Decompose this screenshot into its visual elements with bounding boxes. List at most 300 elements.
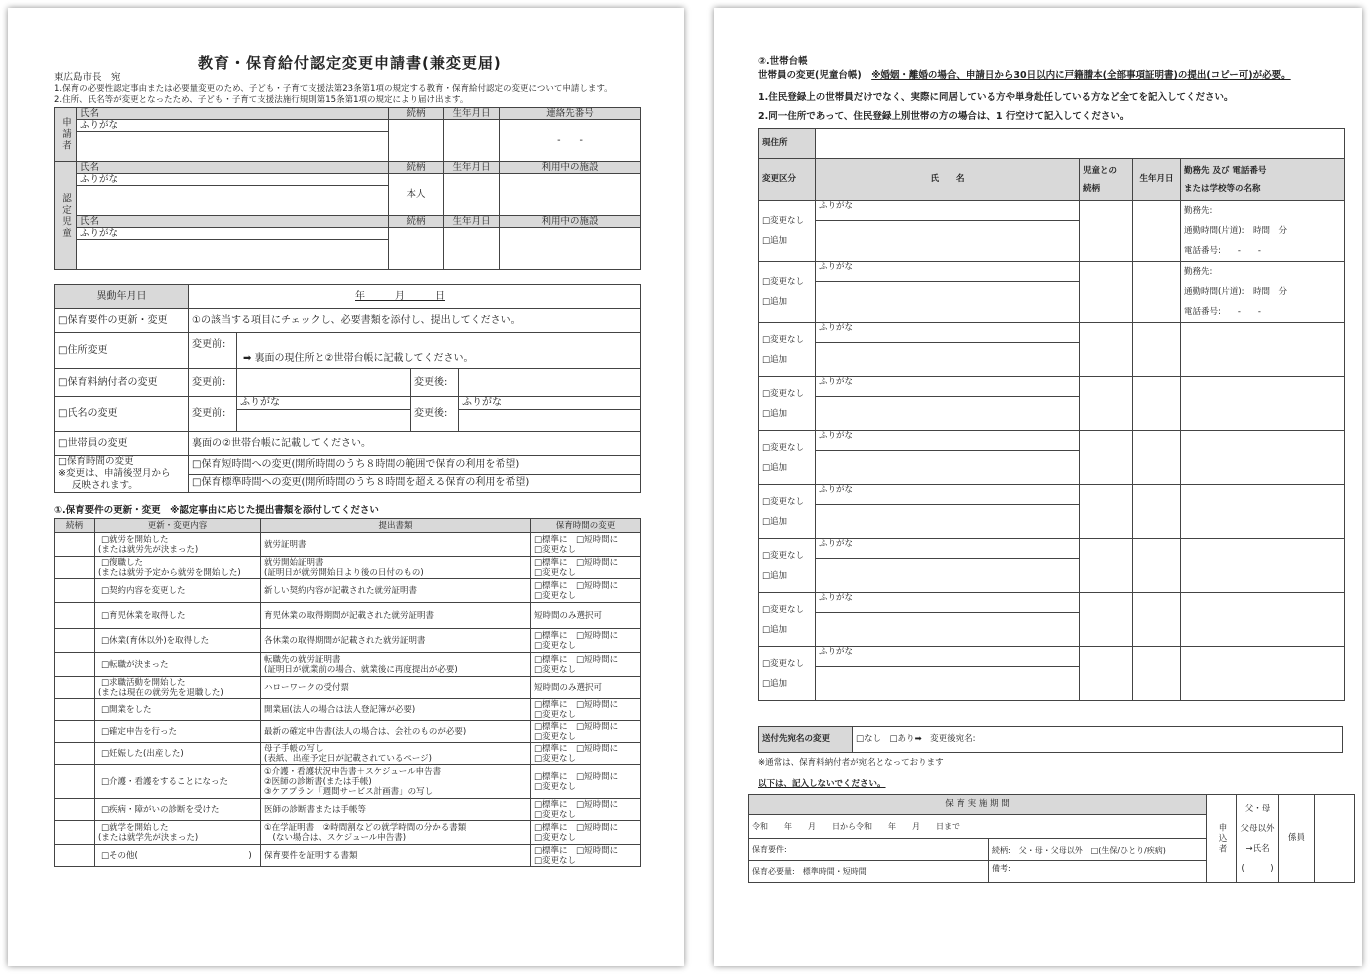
hours-std-short-checkbox[interactable]: □標準に □短時間に (534, 630, 619, 641)
req-hours-cell[interactable] (531, 721, 641, 743)
office-staff-field (1315, 795, 1355, 883)
req-hours-cell[interactable] (531, 579, 641, 603)
applicant-relation-header: 続柄 (389, 108, 444, 120)
req-docs-cell (261, 579, 531, 603)
req-hours-cell[interactable] (531, 743, 641, 765)
member-birth-field[interactable] (1133, 323, 1181, 377)
household-table (758, 128, 1345, 701)
member-relation-field[interactable] (1080, 377, 1133, 431)
add-checkbox[interactable]: □追加 (762, 297, 788, 307)
no-change-checkbox[interactable]: □変更なし (762, 388, 805, 399)
req-content-checkbox[interactable]: □契約内容を変更した (101, 585, 186, 596)
req-relation-field[interactable] (55, 603, 95, 629)
hours-no-change-checkbox[interactable]: □変更なし (534, 753, 577, 764)
req-content-checkbox[interactable]: □復職した (101, 557, 144, 568)
applicant-furigana-field[interactable]: ふりがな (77, 120, 389, 132)
req-docs-cell (261, 677, 531, 699)
child2-facility-header: 利用中の施設 (500, 216, 641, 228)
req-content-checkbox[interactable]: □その他( ) (101, 850, 252, 861)
intro-line-2: 2.住所、氏名等が変更となったため、子ども・子育て支援法施行規則第15条第1項の規定により届け出ます。 (54, 95, 469, 105)
req-content-checkbox[interactable]: □就学を開始した (101, 822, 169, 833)
member-furigana-field[interactable]: ふりがな (816, 485, 1080, 505)
office-relation: 続柄: 父・母・父母以外 □(生保/ひとり/疾病) (989, 839, 1207, 861)
hours-std-short-checkbox[interactable]: □標準に □短時間に (534, 799, 619, 810)
applicant-contact-header: 連絡先番号 (500, 108, 641, 120)
req-hours-cell[interactable] (531, 821, 641, 845)
req-hours-cell[interactable] (531, 603, 641, 629)
household-kubun-cell[interactable] (759, 431, 816, 485)
name-after-field[interactable] (459, 410, 641, 432)
applicant-child-table (54, 107, 641, 270)
member-work-field[interactable] (1181, 539, 1345, 593)
req-content-cell[interactable] (95, 629, 261, 653)
member-birth-field[interactable] (1133, 262, 1181, 323)
requirement-row (55, 799, 641, 821)
hours-no-change-checkbox[interactable]: □変更なし (534, 731, 577, 742)
add-checkbox[interactable]: □追加 (762, 516, 788, 527)
hours-no-change-checkbox[interactable]: □変更なし (534, 855, 577, 866)
household-kubun-cell[interactable] (759, 201, 816, 262)
req-content-checkbox[interactable]: □疾病・障がいの診断を受けた (101, 804, 220, 815)
no-change-checkbox[interactable]: □変更なし (762, 658, 805, 669)
member-birth-field[interactable] (1133, 539, 1181, 593)
member-birth-field[interactable] (1133, 647, 1181, 701)
req-doc-text: 新しい契約内容が記載された就労証明書 (264, 585, 418, 596)
req-content-cell[interactable] (95, 533, 261, 557)
requirement-section-heading: ①.保育要件の更新・変更 ※認定事由に応じた提出書類を添付してください (54, 505, 379, 516)
child1-birth-field[interactable] (444, 174, 500, 216)
req-content-cell[interactable] (95, 821, 261, 845)
req-relation-field[interactable] (55, 699, 95, 721)
req-hours-cell[interactable] (531, 699, 641, 721)
member-furigana-field[interactable]: ふりがな (816, 593, 1080, 613)
req-content-checkbox[interactable]: □妊娠した(出産した) (101, 748, 184, 759)
req-content-checkbox[interactable]: □休業(育休以外)を取得した (101, 635, 210, 646)
send-address-note: ※通常は、保育料納付者が宛名となっております (758, 758, 944, 768)
form-page-back (714, 8, 1362, 966)
household-row (759, 539, 1345, 559)
commute-label: 通勤時間(片道): 時間 分 (1184, 226, 1287, 236)
hours-std-short-checkbox[interactable]: □標準に □短時間に (534, 699, 619, 710)
no-change-checkbox[interactable]: □変更なし (762, 277, 805, 287)
req-content-checkbox[interactable]: □開業をした (101, 704, 152, 715)
name-change-checkbox[interactable]: □氏名の変更 (55, 397, 189, 432)
work-label: 勤務先: (1184, 267, 1213, 277)
requirement-row (55, 821, 641, 845)
req-relation-field[interactable] (55, 821, 95, 845)
req-doc-text: 保育要件を証明する書類 (264, 850, 358, 861)
member-work-field[interactable] (1181, 262, 1345, 323)
member-name-field[interactable] (816, 505, 1080, 539)
member-furigana-field[interactable]: ふりがな (816, 431, 1080, 451)
office-paren: ( ) (1241, 863, 1274, 874)
household-note-2: 1.住民登録上の世帯員だけでなく、実際に同居している方や単身赴任している方など全てを記入してください。 (758, 92, 1234, 103)
short-hours-option[interactable]: □保育短時間への変更(開所時間のうち８時間の範囲で保育の利用を希望) (189, 456, 641, 475)
req-hours-cell[interactable] (531, 557, 641, 579)
child2-birth-header: 生年月日 (444, 216, 500, 228)
hours-change-checkbox[interactable]: □保育時間の変更 (58, 456, 134, 467)
member-name-field[interactable] (816, 667, 1080, 701)
hours-no-change-checkbox[interactable]: □変更なし (534, 567, 577, 578)
child1-name-field[interactable] (77, 186, 389, 216)
req-docs-cell (261, 799, 531, 821)
req-hours-cell[interactable] (531, 653, 641, 677)
hours-std-short-checkbox[interactable]: □標準に □短時間に (534, 654, 619, 665)
requirement-row (55, 579, 641, 603)
hours-change-note: ※変更は、申請後翌月から (58, 468, 171, 479)
req-header-docs: 提出書類 (261, 519, 531, 533)
member-name-field[interactable] (816, 397, 1080, 431)
hh-header-kubun: 変更区分 (759, 159, 816, 201)
member-birth-field[interactable] (1133, 201, 1181, 262)
household-note-1a: 世帯員の変更(児童台帳) (758, 70, 872, 81)
hours-std-short-checkbox[interactable]: □標準に □短時間に (534, 822, 619, 833)
member-furigana-field[interactable]: ふりがな (816, 323, 1080, 343)
member-relation-field[interactable] (1080, 262, 1133, 323)
requirement-row (55, 743, 641, 765)
child1-furigana-field[interactable]: ふりがな (77, 174, 389, 186)
household-kubun-cell[interactable] (759, 647, 816, 701)
req-relation-field[interactable] (55, 799, 95, 821)
household-note-3: 2.同一住所であって、住民登録上別世帯の方の場合は、1 行空けて記入してください。 (758, 111, 1130, 122)
req-content-cell[interactable] (95, 677, 261, 699)
req-relation-field[interactable] (55, 765, 95, 799)
applicant-birth-header: 生年月日 (444, 108, 500, 120)
child1-relation-header: 続柄 (389, 162, 444, 174)
hh-header-name: 氏 名 (816, 159, 1080, 201)
member-relation-field[interactable] (1080, 539, 1133, 593)
member-work-field[interactable] (1181, 323, 1345, 377)
hours-std-short-checkbox[interactable]: □標準に □短時間に (534, 580, 619, 591)
requirement-change-instruction: ①の該当する項目にチェックし、必要書類を添付し、提出してください。 (189, 309, 641, 333)
form-page-front (8, 8, 684, 966)
current-address-field[interactable] (816, 129, 1345, 159)
name-before-field[interactable] (237, 410, 411, 432)
child1-birth-header: 生年月日 (444, 162, 500, 174)
req-hours-cell[interactable] (531, 845, 641, 867)
req-relation-field[interactable] (55, 579, 95, 603)
requirement-row (55, 603, 641, 629)
req-content-checkbox[interactable]: □介護・看護をすることになった (101, 776, 229, 787)
household-kubun-cell[interactable] (759, 323, 816, 377)
req-content-cell[interactable] (95, 557, 261, 579)
req-doc-text: (証明日が就業前の場合、就業後に再度提出が必要) (264, 664, 458, 675)
requirement-row (55, 699, 641, 721)
req-relation-field[interactable] (55, 743, 95, 765)
hours-std-short-checkbox[interactable]: □標準に □短時間に (534, 557, 619, 568)
child1-name-header: 氏名 (77, 162, 389, 174)
no-change-checkbox[interactable]: □変更なし (762, 604, 805, 615)
req-doc-text: (証明日が就労開始日より後の日付のもの) (264, 567, 424, 578)
req-content-checkbox[interactable]: □転職が決まった (101, 659, 169, 670)
name-before-furigana[interactable]: ふりがな (237, 397, 411, 410)
req-content-cell[interactable] (95, 699, 261, 721)
office-amount: 保育必要量: 標準時間・短時間 (749, 861, 989, 883)
household-row (759, 647, 1345, 667)
hours-change-label[interactable] (55, 456, 189, 493)
household-kubun-cell[interactable] (759, 377, 816, 431)
name-after-furigana[interactable]: ふりがな (459, 397, 641, 410)
member-name-field[interactable] (816, 451, 1080, 485)
change-date-label: 異動年月日 (55, 285, 189, 309)
member-name-field[interactable] (816, 613, 1080, 647)
req-content-cell[interactable] (95, 743, 261, 765)
member-name-field[interactable] (816, 559, 1080, 593)
member-furigana-field[interactable]: ふりがな (816, 647, 1080, 667)
office-other: 父母以外 (1240, 823, 1275, 834)
req-content-cell[interactable] (95, 721, 261, 743)
member-furigana-field[interactable]: ふりがな (816, 539, 1080, 559)
household-kubun-cell[interactable] (759, 593, 816, 647)
send-address-table (758, 726, 1343, 753)
payer-after-field[interactable] (459, 369, 641, 397)
requirement-row (55, 721, 641, 743)
member-name-field[interactable] (816, 221, 1080, 262)
current-address-label: 現住所 (759, 129, 816, 159)
address-before-label: 変更前: (189, 333, 237, 369)
child1-facility-field[interactable] (500, 174, 641, 216)
hh-header-relation-2: 続柄 (1083, 183, 1101, 194)
household-row (759, 377, 1345, 397)
office-parents: 父・母 (1244, 803, 1271, 814)
add-checkbox[interactable]: □追加 (762, 408, 788, 419)
change-date-field[interactable]: 年 月 日 (355, 290, 445, 302)
member-birth-field[interactable] (1133, 485, 1181, 539)
office-arrow-name: →氏名 (1245, 843, 1270, 854)
household-change-checkbox[interactable]: □世帯員の変更 (55, 432, 189, 456)
hours-std-short-checkbox[interactable]: □標準に □短時間に (534, 721, 619, 732)
hours-no-change-checkbox[interactable]: □変更なし (534, 781, 577, 792)
phone-label: 電話番号: - - (1184, 307, 1261, 317)
member-work-field[interactable] (1181, 377, 1345, 431)
member-name-field[interactable] (816, 343, 1080, 377)
child2-relation-field[interactable] (389, 228, 444, 270)
member-furigana-field[interactable]: ふりがな (816, 262, 1080, 282)
household-kubun-cell[interactable] (759, 485, 816, 539)
req-hours-cell[interactable] (531, 677, 641, 699)
hh-header-work-1: 勤務先 及び 電話番号 (1184, 165, 1267, 176)
hours-short-only-text: 短時間のみ選択可 (534, 610, 603, 621)
req-content-checkbox[interactable]: □確定申告を行った (101, 726, 178, 737)
requirement-row (55, 653, 641, 677)
office-applicant-label: 申込者 (1207, 795, 1237, 883)
req-relation-field[interactable] (55, 721, 95, 743)
req-hours-cell[interactable] (531, 533, 641, 557)
req-content-checkbox[interactable]: □求職活動を開始した (101, 677, 186, 688)
req-doc-text: 母子手帳の写し (264, 743, 324, 754)
req-docs-cell (261, 533, 531, 557)
req-doc-text: ②医師の診断書(または手帳) (264, 776, 372, 787)
hours-short-only-text: 短時間のみ選択可 (534, 682, 603, 693)
member-relation-field[interactable] (1080, 323, 1133, 377)
req-relation-field[interactable] (55, 845, 95, 867)
req-docs-cell (261, 765, 531, 799)
no-change-checkbox[interactable]: □変更なし (762, 550, 805, 561)
office-period-title: 保 育 実 施 期 間 (749, 795, 1207, 815)
hours-no-change-checkbox[interactable]: □変更なし (534, 590, 577, 601)
requirement-row (55, 557, 641, 579)
req-content-note: (または就労予定から就労を開始した) (98, 567, 241, 578)
req-doc-text: ①在学証明書 ②時間割などの就学時間の分かる書類 (264, 822, 467, 833)
applicant-relation-field[interactable] (389, 120, 444, 162)
office-use-note: 以下は、記入しないでください。 (758, 779, 886, 789)
phone-label: 電話番号: - - (1184, 246, 1261, 256)
req-doc-text: (表紙、出産予定日が記載されているページ) (264, 753, 432, 764)
member-work-field[interactable] (1181, 431, 1345, 485)
standard-hours-option[interactable]: □保育標準時間への変更(開所時間のうち８時間を超える保育の利用を希望) (189, 474, 641, 493)
req-hours-cell[interactable] (531, 765, 641, 799)
req-doc-text: 各休業の取得期間が記載された就労証明書 (264, 635, 426, 646)
addressee: 東広島市長 宛 (54, 72, 121, 83)
name-before-label: 変更前: (189, 397, 237, 432)
req-docs-cell (261, 721, 531, 743)
hours-no-change-checkbox[interactable]: □変更なし (534, 664, 577, 675)
req-doc-text: 転職先の就労証明書 (264, 654, 341, 665)
add-checkbox[interactable]: □追加 (762, 570, 788, 581)
req-relation-field[interactable] (55, 629, 95, 653)
req-docs-cell (261, 653, 531, 677)
req-docs-cell (261, 629, 531, 653)
hours-no-change-checkbox[interactable]: □変更なし (534, 709, 577, 720)
add-checkbox[interactable]: □追加 (762, 624, 788, 635)
member-relation-field[interactable] (1080, 201, 1133, 262)
hours-std-short-checkbox[interactable]: □標準に □短時間に (534, 743, 619, 754)
req-docs-cell (261, 603, 531, 629)
member-furigana-field[interactable]: ふりがな (816, 201, 1080, 221)
household-row (759, 323, 1345, 343)
office-requirement: 保育要件: (749, 839, 989, 861)
hours-std-short-checkbox[interactable]: □標準に □短時間に (534, 845, 619, 856)
applicant-phone-field[interactable]: - - (500, 120, 641, 162)
requirement-row (55, 677, 641, 699)
requirement-row (55, 845, 641, 867)
req-docs-cell (261, 845, 531, 867)
req-hours-cell[interactable] (531, 629, 641, 653)
req-hours-cell[interactable] (531, 799, 641, 821)
work-label: 勤務先: (1184, 206, 1213, 216)
member-relation-field[interactable] (1080, 485, 1133, 539)
child2-birth-field[interactable] (444, 228, 500, 270)
add-checkbox[interactable]: □追加 (762, 462, 788, 473)
household-row (759, 201, 1345, 221)
intro-line-1: 1.保育の必要性認定事由または必要量変更のため、子ども・子育て支援法第23条第1項の規定する教育・保育給付認定の変更について申請します。 (54, 84, 613, 94)
req-relation-field[interactable] (55, 677, 95, 699)
member-relation-field[interactable] (1080, 593, 1133, 647)
applicant-name-field[interactable] (77, 132, 389, 162)
req-content-checkbox[interactable]: □就労を開始した (101, 534, 169, 545)
req-doc-text: 就労証明書 (264, 539, 307, 550)
requirement-row (55, 629, 641, 653)
member-name-field[interactable] (816, 282, 1080, 323)
req-doc-text: 最新の確定申告書(法人の場合は、会社のものが必要) (264, 726, 467, 737)
member-birth-field[interactable] (1133, 431, 1181, 485)
child2-furigana-field[interactable]: ふりがな (77, 228, 389, 240)
hh-header-work (1181, 159, 1345, 201)
send-address-options[interactable]: □なし □あり➡ 変更後宛名: (853, 727, 1343, 753)
household-kubun-cell[interactable] (759, 262, 816, 323)
requirement-row (55, 765, 641, 799)
hours-no-change-checkbox[interactable]: □変更なし (534, 832, 577, 843)
req-header-hours: 保育時間の変更 (531, 519, 641, 533)
hh-header-relation (1080, 159, 1133, 201)
member-work-field[interactable] (1181, 485, 1345, 539)
req-doc-text: ③ケアプラン「週間サービス計画書」の写し (264, 786, 434, 797)
hours-no-change-checkbox[interactable]: □変更なし (534, 640, 577, 651)
hours-std-short-checkbox[interactable]: □標準に □短時間に (534, 534, 619, 545)
household-kubun-cell[interactable] (759, 539, 816, 593)
child2-name-field[interactable] (77, 240, 389, 270)
hours-no-change-checkbox[interactable]: □変更なし (534, 544, 577, 555)
req-content-cell[interactable] (95, 845, 261, 867)
no-change-checkbox[interactable]: □変更なし (762, 334, 805, 345)
applicant-birth-field[interactable] (444, 120, 500, 162)
req-content-checkbox[interactable]: □育児休業を取得した (101, 610, 186, 621)
member-relation-field[interactable] (1080, 647, 1133, 701)
no-change-checkbox[interactable]: □変更なし (762, 216, 805, 226)
address-change-checkbox[interactable]: □住所変更 (55, 333, 189, 369)
payer-before-field[interactable] (237, 369, 411, 397)
household-row (759, 485, 1345, 505)
household-note-1b: ※婚姻・離婚の場合、申請日から30日以内に戸籍謄本(全部事項証明書)の提出(コピー可)が必要。 (871, 70, 1291, 81)
member-furigana-field[interactable]: ふりがな (816, 377, 1080, 397)
req-content-cell[interactable] (95, 579, 261, 603)
household-section-title: ②.世帯台帳 (758, 56, 808, 67)
office-period-range: 令和 年 月 日から令和 年 月 日まで (749, 815, 1207, 839)
payer-change-checkbox[interactable]: □保育料納付者の変更 (55, 369, 189, 397)
member-birth-field[interactable] (1133, 377, 1181, 431)
document-title: 教育・保育給付認定変更申請書(兼変更届) (198, 54, 502, 72)
req-content-cell[interactable] (95, 799, 261, 821)
member-work-field[interactable] (1181, 201, 1345, 262)
no-change-checkbox[interactable]: □変更なし (762, 496, 805, 507)
req-docs-cell (261, 821, 531, 845)
requirement-change-checkbox[interactable]: □保育要件の更新・変更 (55, 309, 189, 333)
req-content-note: (または就学先が決まった) (98, 832, 199, 843)
payer-after-label: 変更後: (411, 369, 459, 397)
add-checkbox[interactable]: □追加 (762, 236, 788, 246)
req-header-content: 更新・変更内容 (95, 519, 261, 533)
member-birth-field[interactable] (1133, 593, 1181, 647)
member-work-field[interactable] (1181, 647, 1345, 701)
change-table (54, 284, 641, 493)
req-content-note: (または現在の就労先を退職した) (98, 687, 224, 698)
no-change-checkbox[interactable]: □変更なし (762, 442, 805, 453)
req-relation-field[interactable] (55, 557, 95, 579)
add-checkbox[interactable]: □追加 (762, 678, 788, 689)
address-change-note: ➡ 裏面の現住所と②世帯台帳に記載してください。 (237, 333, 641, 369)
add-checkbox[interactable]: □追加 (762, 354, 788, 365)
payer-before-label: 変更前: (189, 369, 237, 397)
req-content-cell[interactable] (95, 765, 261, 799)
hh-header-birth: 生年月日 (1133, 159, 1181, 201)
req-relation-field[interactable] (55, 533, 95, 557)
req-content-cell[interactable] (95, 653, 261, 677)
req-content-cell[interactable] (95, 603, 261, 629)
member-work-field[interactable] (1181, 593, 1345, 647)
child-section-label: 認定児童 (55, 162, 77, 270)
hours-std-short-checkbox[interactable]: □標準に □短時間に (534, 771, 619, 782)
req-content-note: (または就労先が決まった) (98, 544, 199, 555)
hours-no-change-checkbox[interactable]: □変更なし (534, 809, 577, 820)
requirement-row (55, 533, 641, 557)
name-after-label: 変更後: (411, 397, 459, 432)
req-doc-text: (ない場合は、スケジュール申告書) (264, 832, 407, 843)
child2-facility-field[interactable] (500, 228, 641, 270)
req-relation-field[interactable] (55, 653, 95, 677)
member-relation-field[interactable] (1080, 431, 1133, 485)
req-doc-text: ①介護・看護状況申告書＋スケジュール申告書 (264, 766, 442, 777)
hh-header-work-2: または学校等の名称 (1184, 183, 1261, 194)
